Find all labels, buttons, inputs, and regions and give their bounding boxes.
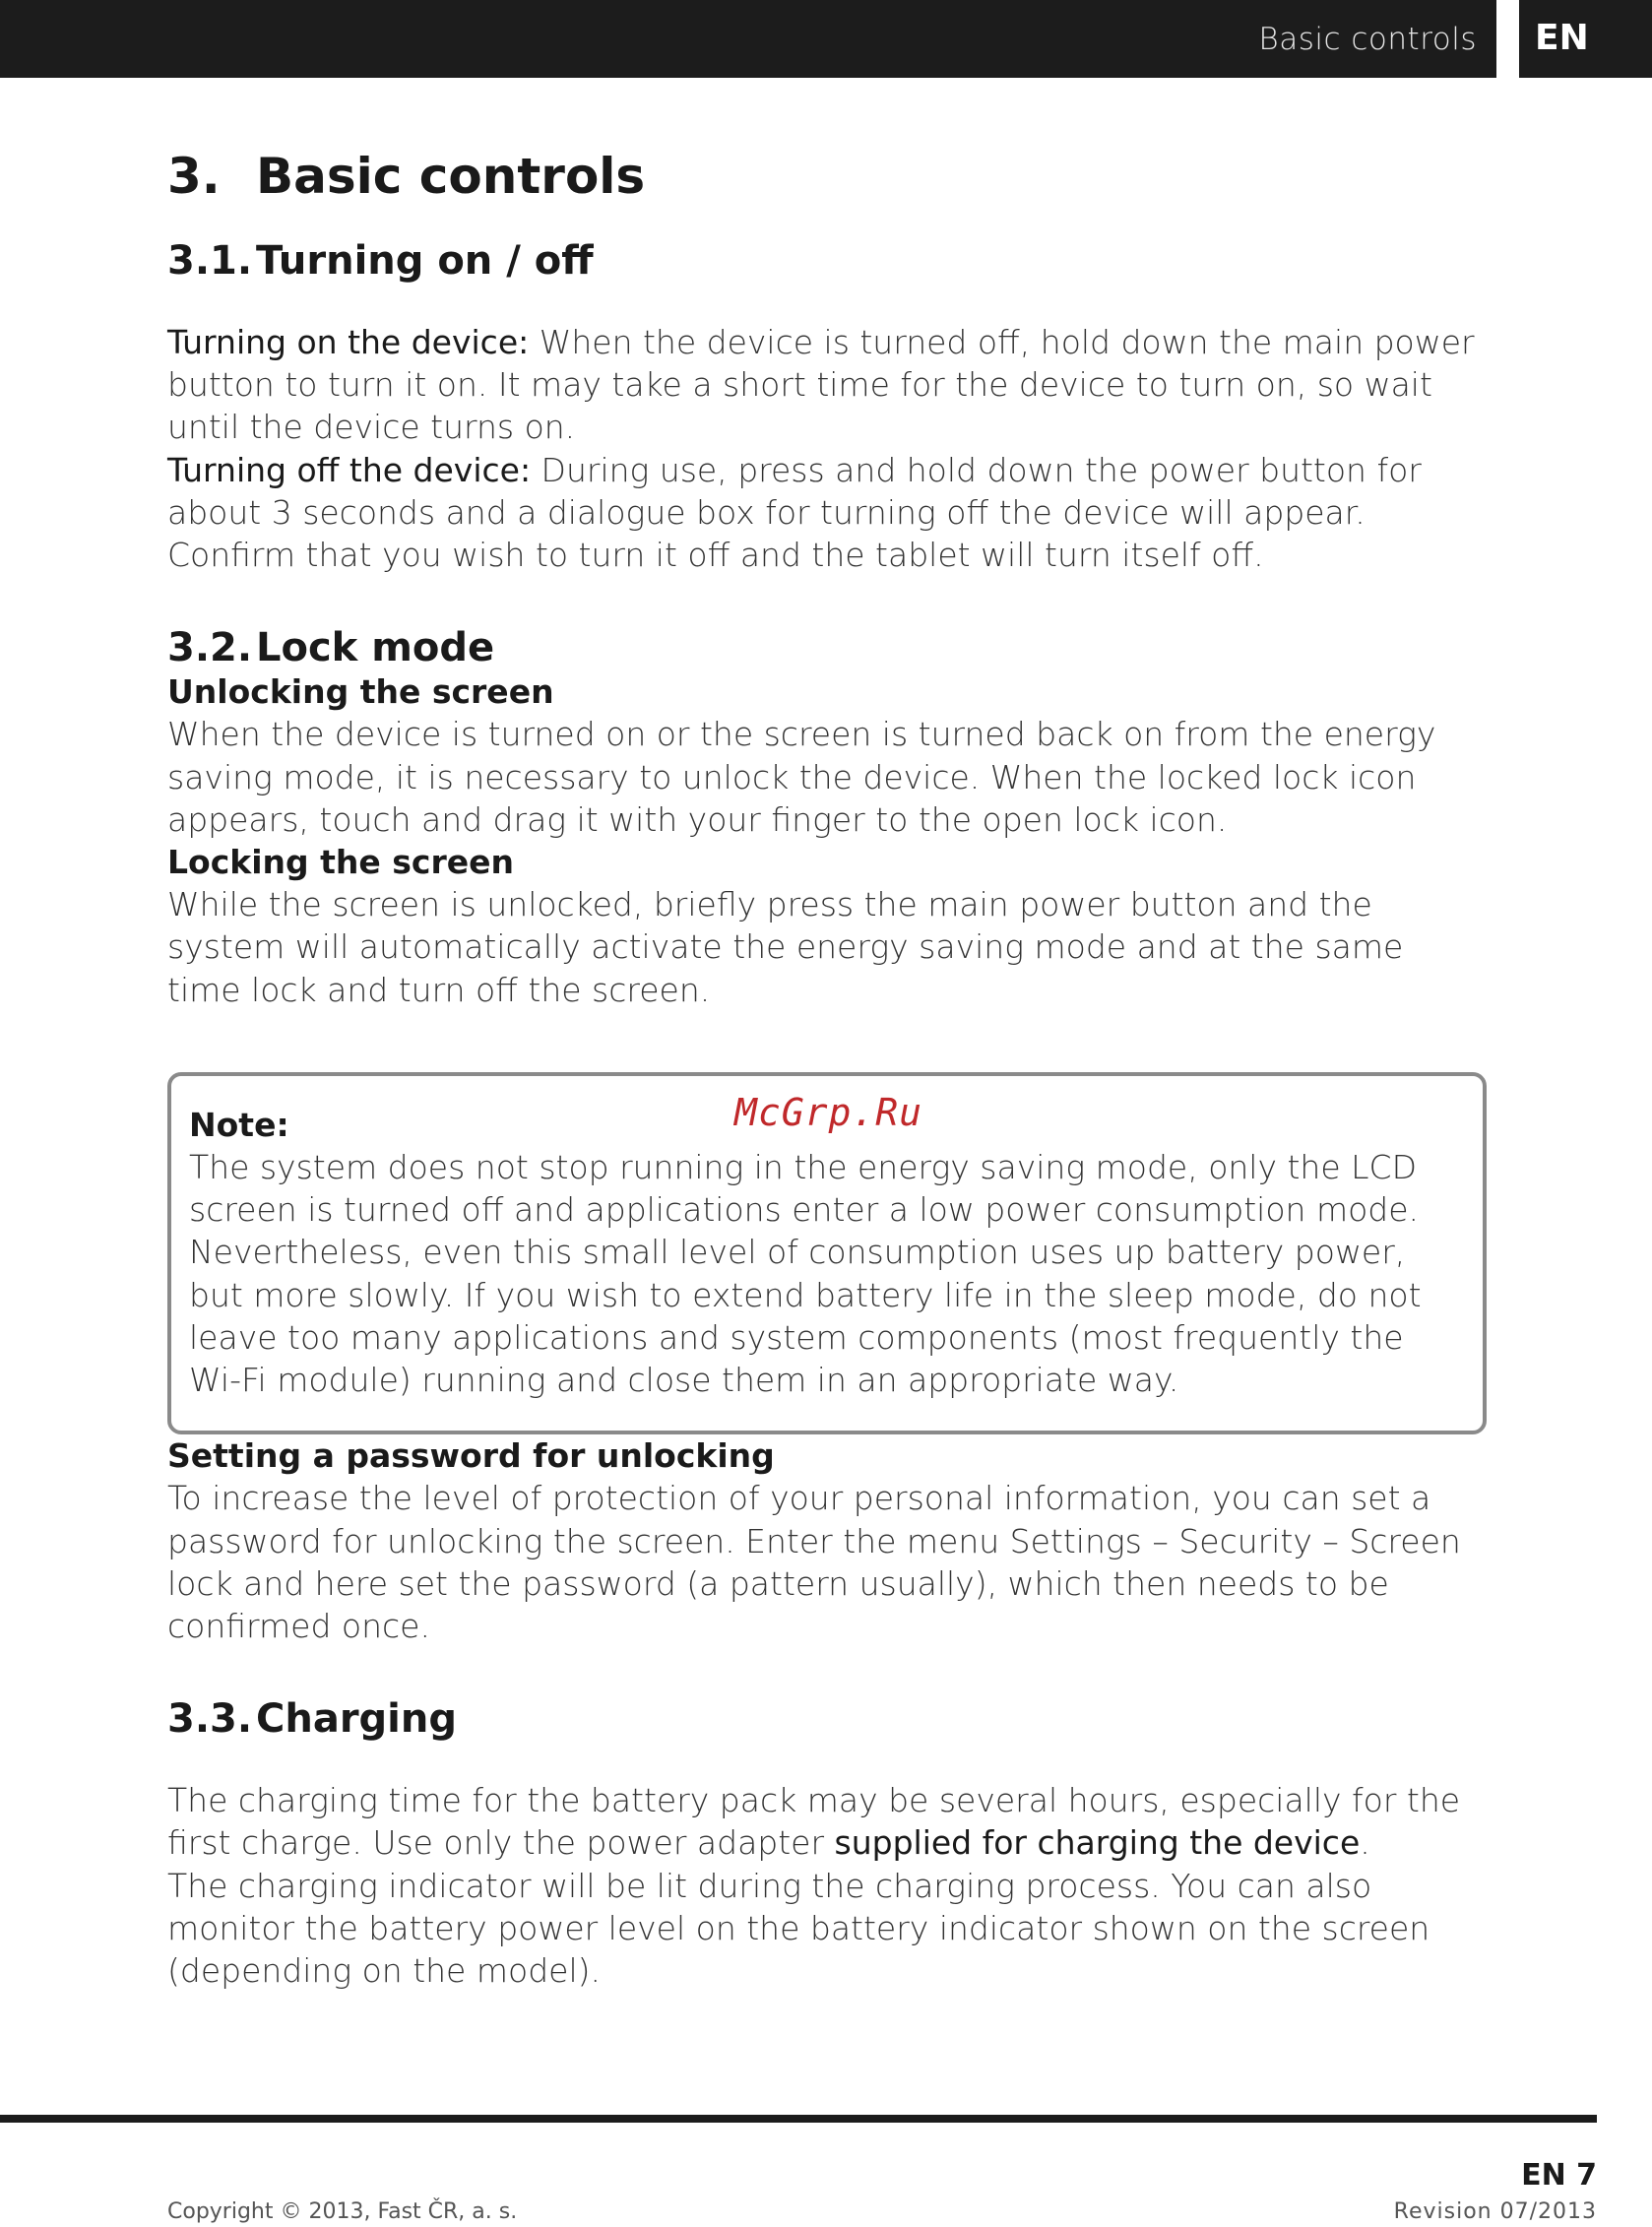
charging-text-bold: supplied for charging the device [834, 1823, 1361, 1863]
language-tab [1519, 0, 1652, 78]
note-text: The system does not stop running in the energy saving mode, only the LCD screen is turned off and applications enter a low power consumption mode. Nevertheless, even this small level of consumption uses up battery power, but more slowly. If you wish to extend battery life in the sleep mode, do not leave too many applications and system components (most frequently the Wi-Fi module) running and close them in an appropriate way. [189, 1148, 1422, 1400]
turning-on-label: Turning on the device: [167, 323, 530, 361]
section-title: Turning on / off [256, 238, 594, 284]
page-content [167, 148, 1487, 1992]
locking-heading: Locking the screen [167, 843, 514, 882]
chapter-title: Basic controls [256, 148, 646, 205]
page-number: EN 7 [1521, 2158, 1597, 2193]
turning-off-text: During use, press and hold down the power button for about 3 seconds and a dialogue box for turning off the device will appear. Confirm that you wish to turn it off and the tablet will turn itself off. [167, 450, 1422, 575]
unlocking-text: When the device is turned on or the screen is turned back on from the energy saving mode, it is necessary to unlock the device. When the locked lock icon appears, touch and drag it with your finger to the open lock icon. [167, 715, 1436, 839]
turning-off-paragraph [167, 449, 1487, 577]
note-label: Note: [189, 1105, 289, 1144]
charging-text-end: . [1360, 1823, 1370, 1863]
section-number: 3.2. [167, 625, 253, 671]
charging-paragraph-2: The charging indicator will be lit during the charging process. You can also monitor the battery power level on the battery indicator shown on the screen (depending on the model). [167, 1866, 1430, 1991]
chapter-heading [167, 148, 1487, 217]
section-heading-lock-mode [167, 625, 1487, 670]
charging-text-1: The charging time for the battery pack may be several hours, especially for the first charge. Use only the power adapter [167, 1781, 1461, 1863]
section-heading-charging [167, 1696, 1487, 1742]
header-bar [0, 0, 1496, 78]
language-label: EN [1535, 18, 1589, 58]
turning-on-paragraph [167, 321, 1487, 449]
charging-paragraph-1 [167, 1779, 1487, 1864]
section-heading-turning-on-off [167, 238, 1487, 284]
chapter-number: 3. [167, 148, 221, 205]
footer-rule [0, 2115, 1597, 2123]
password-heading: Setting a password for unlocking [167, 1436, 775, 1476]
section-number: 3.3. [167, 1696, 253, 1743]
locking-text: While the screen is unlocked, briefly press the main power button and the system will automatically activate the energy saving mode and at the same time lock and turn off the screen. [167, 885, 1404, 1009]
turning-on-text: When the device is turned off, hold down the main power button to turn it on. It may take a short time for the device to turn on, so wait until the device turns on. [167, 323, 1475, 447]
section-number: 3.1. [167, 238, 253, 284]
revision: Revision 07/2013 [1393, 2199, 1597, 2224]
password-text: To increase the level of protection of your personal information, you can set a password for unlocking the screen. Enter the menu Settings – Security – Screen lock and here set the password (a pattern usually), which then needs to be confirmed once. [167, 1479, 1461, 1646]
header-title: Basic controls [1258, 22, 1477, 57]
turning-off-label: Turning off the device: [167, 450, 532, 489]
watermark: McGrp.Ru [734, 1091, 923, 1134]
copyright: Copyright © 2013, Fast ČR, a. s. [167, 2199, 518, 2224]
section-title: Lock mode [256, 625, 495, 671]
unlocking-heading: Unlocking the screen [167, 672, 554, 712]
section-title: Charging [256, 1696, 458, 1743]
